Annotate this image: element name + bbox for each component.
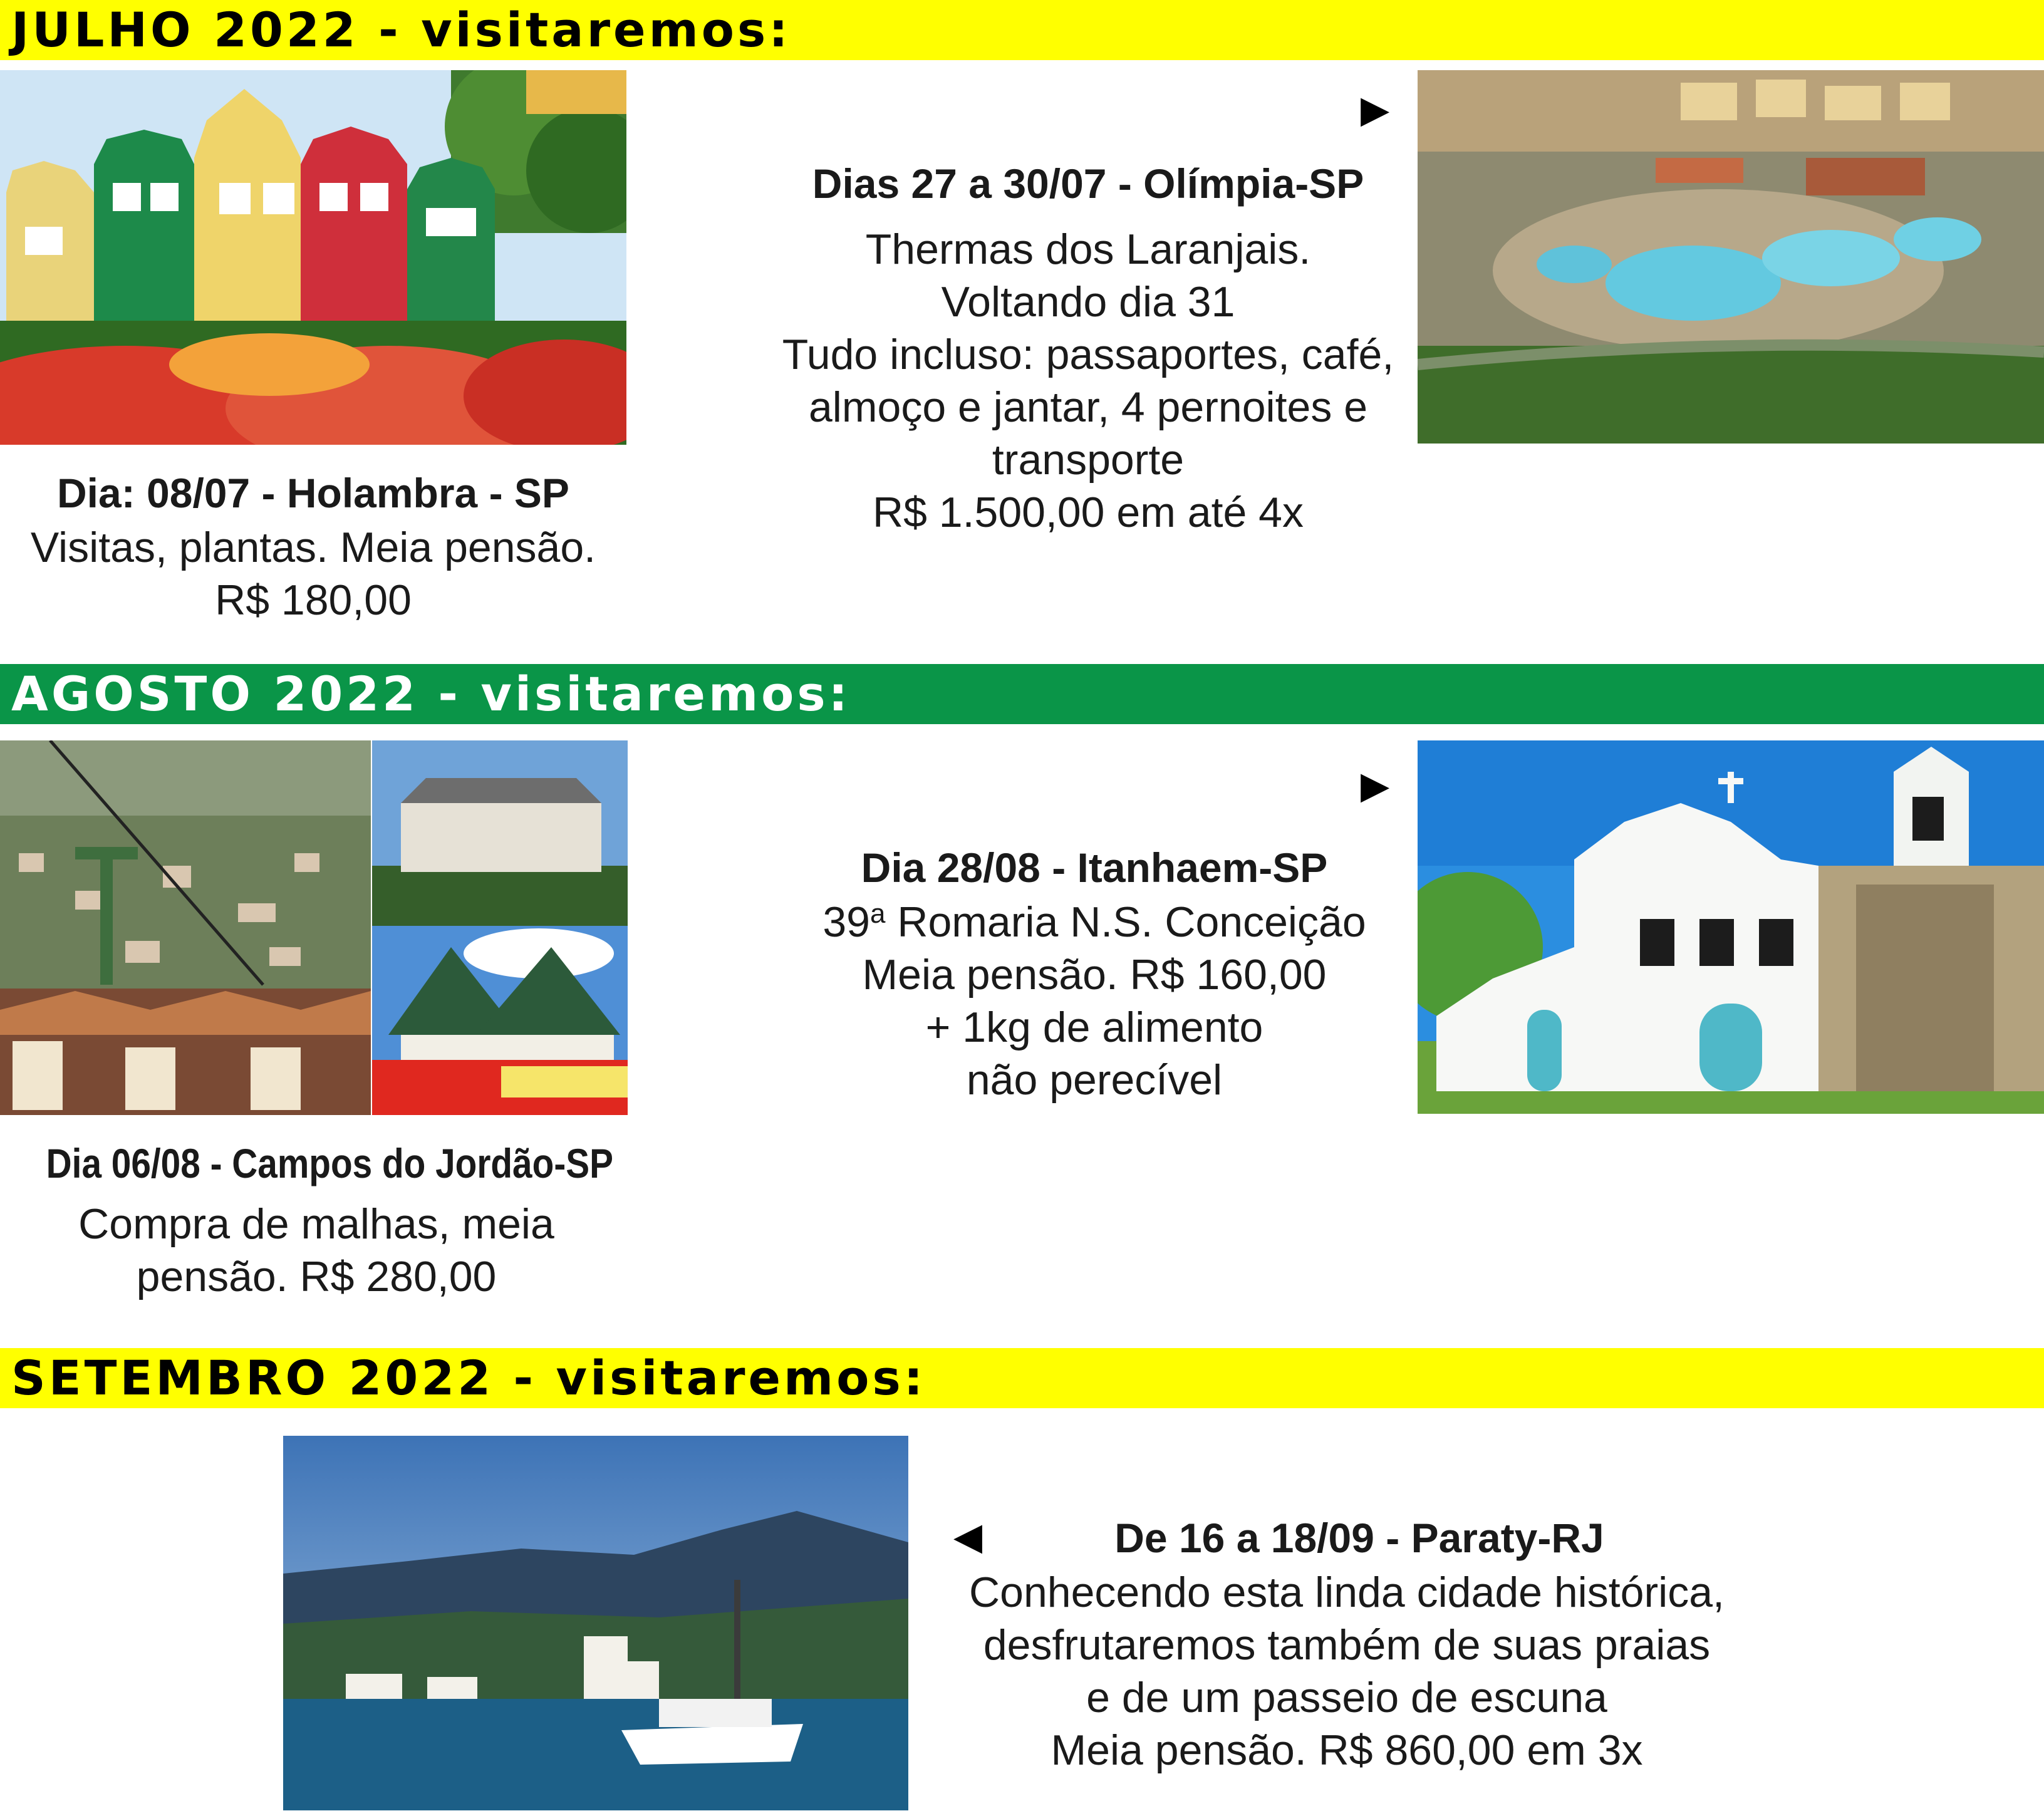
holambra-photo (0, 70, 626, 445)
itanhaem-line-1-number: 39 (822, 898, 870, 946)
olimpia-line-4: almoço e jantar, 4 pernoites e (808, 383, 1368, 431)
paraty-arrow-icon: ◀ (953, 1515, 983, 1557)
campos-line-1: Compra de malhas, meia (78, 1200, 554, 1248)
september-header-text: SETEMBRO 2022 - visitaremos: (11, 1350, 926, 1406)
itanhaem-text-block (772, 839, 1417, 1106)
holambra-line-1: Visitas, plantas. Meia pensão. (30, 524, 596, 571)
campos-title: Dia 06/08 - Campos do Jordão-SP (46, 1140, 613, 1186)
paraty-line-3: e de um passeio de escuna (1086, 1674, 1607, 1721)
itanhaem-line-2: Meia pensão. R$ 160,00 (862, 951, 1327, 999)
olimpia-line-6: R$ 1.500,00 em até 4x (872, 489, 1304, 536)
july-header-text: JULHO 2022 - visitaremos: (11, 2, 791, 58)
august-header-text: AGOSTO 2022 - visitaremos: (11, 666, 851, 722)
itanhaem-arrow-icon: ▶ (1361, 764, 1390, 806)
olimpia-line-5: transporte (992, 436, 1185, 484)
july-header-banner (0, 0, 2044, 60)
olimpia-line-1: Thermas dos Laranjais. (865, 226, 1311, 273)
holambra-title: Dia: 08/07 - Holambra - SP (57, 470, 569, 516)
holambra-text-block (0, 465, 626, 626)
holambra-line-2: R$ 180,00 (215, 576, 412, 624)
september-header-banner (0, 1348, 2044, 1408)
itanhaem-line-1-text: Romaria N.S. Conceição (885, 898, 1366, 946)
olimpia-line-2: Voltando dia 31 (941, 278, 1235, 326)
campos-text-block (0, 1135, 633, 1303)
itanhaem-photo (1418, 740, 2044, 1114)
paraty-photo (283, 1436, 908, 1810)
august-header-banner (0, 664, 2044, 724)
paraty-line-2: desfrutaremos também de suas praias (983, 1621, 1711, 1669)
paraty-title: De 16 a 18/09 - Paraty-RJ (1114, 1515, 1604, 1561)
paraty-line-4: Meia pensão. R$ 860,00 em 3x (1051, 1726, 1643, 1774)
itanhaem-line-1 (772, 896, 1417, 948)
olimpia-line-3: Tudo incluso: passaportes, café, (782, 331, 1394, 378)
itanhaem-line-4: não perecível (966, 1056, 1223, 1104)
campos-line-2: pensão. R$ 280,00 (136, 1253, 497, 1300)
olimpia-arrow-icon: ▶ (1361, 88, 1390, 130)
itanhaem-line-1-ordinal: a (869, 898, 886, 929)
olimpia-title: Dias 27 a 30/07 - Olímpia-SP (812, 160, 1364, 207)
itanhaem-title: Dia 28/08 - Itanhaem-SP (861, 844, 1328, 891)
olimpia-photo (1418, 70, 2044, 444)
campos-photo-collage (0, 740, 628, 1115)
paraty-text-block (905, 1510, 1788, 1777)
paraty-line-1: Conhecendo esta linda cidade histórica, (969, 1569, 1725, 1616)
olimpia-text-block (765, 155, 1411, 539)
itanhaem-line-3: + 1kg de alimento (925, 1004, 1263, 1051)
